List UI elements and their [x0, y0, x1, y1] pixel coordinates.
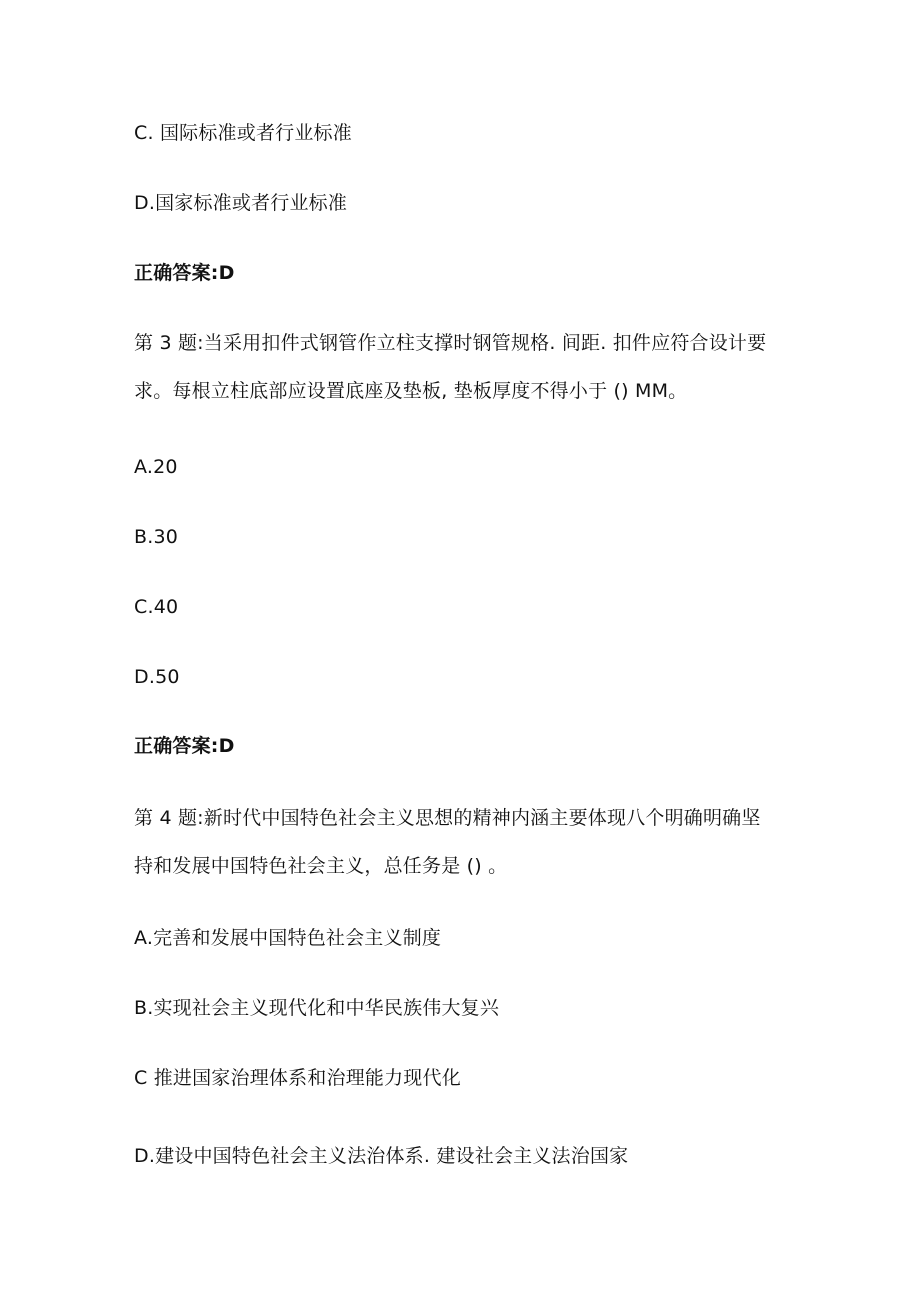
q2-correct-answer: 正确答案:D	[134, 262, 235, 284]
q4-option-a: A.完善和发展中国特色社会主义制度	[134, 927, 442, 949]
q3-correct-answer: 正确答案:D	[134, 735, 235, 757]
q3-option-c: C.40	[134, 596, 179, 618]
q4-option-d: D.建设中国特色社会主义法治体系. 建设社会主义法治国家	[134, 1145, 629, 1167]
q4-option-c: C 推进国家治理体系和治理能力现代化	[134, 1067, 461, 1089]
q4-option-b: B.实现社会主义现代化和中华民族伟大复兴	[134, 997, 500, 1019]
q3-question-line-2: 求。每根立柱底部应设置底座及垫板, 垫板厚度不得小于 () MM。	[134, 380, 688, 402]
q2-option-c: C. 国际标准或者行业标准	[134, 122, 352, 144]
q3-option-a: A.20	[134, 456, 178, 478]
q4-question-line-2: 持和发展中国特色社会主义，总任务是 () 。	[134, 855, 508, 877]
q3-option-b: B.30	[134, 526, 179, 548]
q4-question-line-1: 第 4 题:新时代中国特色社会主义思想的精神内涵主要体现八个明确明确坚	[134, 807, 761, 829]
q3-option-d: D.50	[134, 666, 180, 688]
q2-option-d: D.国家标准或者行业标准	[134, 192, 348, 214]
q3-question-line-1: 第 3 题:当采用扣件式钢管作立柱支撑时钢管规格. 间距. 扣件应符合设计要	[134, 332, 767, 354]
